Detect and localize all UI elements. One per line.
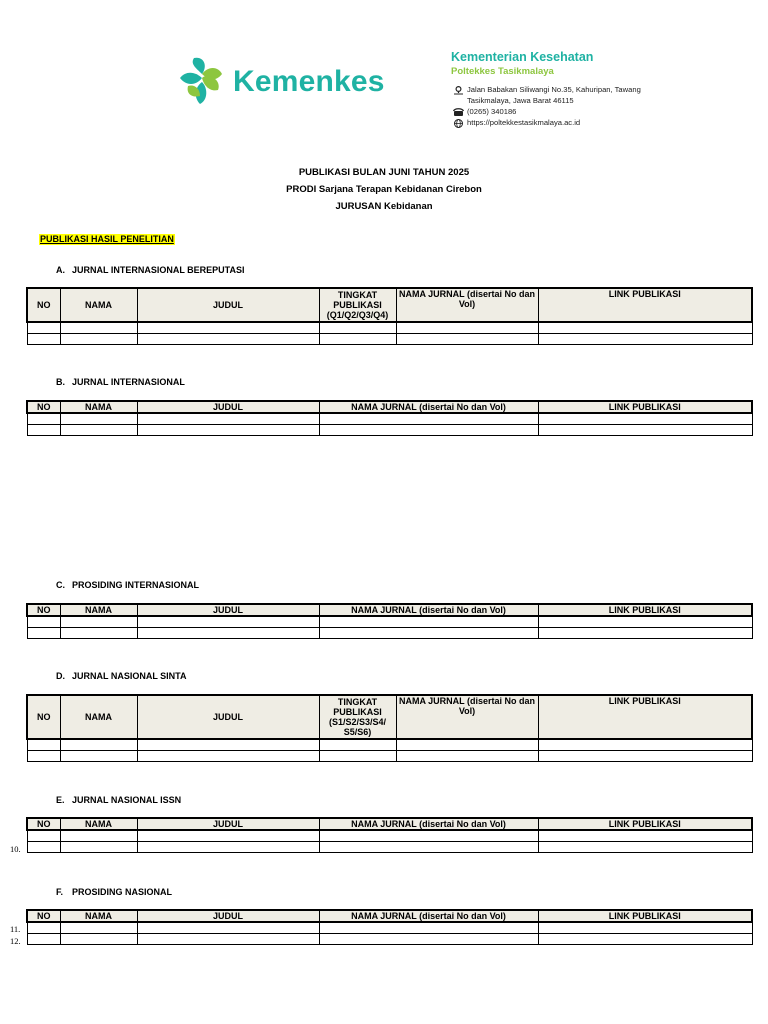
phone-icon — [453, 108, 464, 117]
col-nama: NAMA — [60, 288, 137, 322]
section-main-title: PUBLIKASI HASIL PENELITIAN — [40, 234, 174, 244]
table-row — [27, 628, 752, 639]
website-line — [453, 117, 580, 128]
section-e-title — [56, 795, 181, 806]
institution-subtitle: Poltekkes Tasikmalaya — [451, 66, 554, 77]
section-b-letter: B. — [56, 377, 65, 387]
section-f-label: PROSIDING NASIONAL — [72, 887, 173, 897]
logo-text: Kemenkes — [233, 65, 385, 98]
table-row — [27, 922, 752, 934]
table-row — [27, 334, 752, 345]
col-no: NO — [27, 818, 60, 830]
col-nama: NAMA — [60, 910, 137, 922]
row-number: 10. — [10, 844, 21, 854]
table-row — [27, 322, 752, 334]
row-number: 12. — [10, 936, 21, 946]
heading-line1: PUBLIKASI BULAN JUNI TAHUN 2025 — [298, 167, 470, 178]
table-row — [27, 413, 752, 425]
col-no: NO — [27, 401, 60, 413]
heading-line3: JURUSAN Kebidanan — [335, 201, 433, 212]
table-c — [26, 603, 753, 639]
col-judul: JUDUL — [137, 401, 319, 413]
table-e — [26, 817, 753, 853]
address-line2: Tasikmalaya, Jawa Barat 46115 — [467, 96, 574, 105]
col-nama-jurnal: NAMA JURNAL (disertai No dan Vol) — [396, 288, 538, 322]
col-nama-jurnal: NAMA JURNAL (disertai No dan Vol) — [319, 604, 538, 616]
section-c-title — [56, 580, 199, 591]
col-no: NO — [27, 910, 60, 922]
heading-line2: PRODI Sarjana Terapan Kebidanan Cirebon — [286, 184, 482, 195]
table-b — [26, 400, 753, 436]
col-link: LINK PUBLIKASI — [538, 401, 752, 413]
col-nama-jurnal: NAMA JURNAL (disertai No dan Vol) — [319, 401, 538, 413]
col-link: LINK PUBLIKASI — [538, 818, 752, 830]
col-judul: JUDUL — [137, 695, 319, 739]
section-e-letter: E. — [56, 795, 65, 805]
phone-number: (0265) 340186 — [467, 107, 517, 116]
col-nama: NAMA — [60, 401, 137, 413]
section-f-letter: F. — [56, 887, 64, 897]
col-tingkat: TINGKAT PUBLIKASI (S1/S2/S3/S4/ S5/S6) — [319, 695, 396, 739]
col-tingkat: TINGKAT PUBLIKASI (Q1/Q2/Q3/Q4) — [319, 288, 396, 322]
col-judul: JUDUL — [137, 910, 319, 922]
table-f — [26, 909, 753, 945]
col-link: LINK PUBLIKASI — [538, 695, 752, 739]
col-link: LINK PUBLIKASI — [538, 604, 752, 616]
kemenkes-logo-icon — [178, 56, 226, 106]
location-pin-icon — [453, 86, 464, 95]
section-e-label: JURNAL NASIONAL ISSN — [72, 795, 182, 805]
section-d-label: JURNAL NASIONAL SINTA — [72, 671, 187, 681]
col-link: LINK PUBLIKASI — [538, 910, 752, 922]
table-d — [26, 694, 753, 762]
section-d-letter: D. — [56, 671, 65, 681]
table-row — [27, 739, 752, 751]
globe-icon — [453, 119, 464, 128]
col-link: LINK PUBLIKASI — [538, 288, 752, 322]
table-a — [26, 287, 753, 345]
table-row — [27, 842, 752, 853]
table-row — [27, 751, 752, 762]
section-f-title — [56, 887, 172, 898]
institution-title: Kementerian Kesehatan — [451, 50, 594, 64]
table-row — [27, 830, 752, 842]
col-no: NO — [27, 695, 60, 739]
col-nama-jurnal: NAMA JURNAL (disertai No dan Vol) — [319, 818, 538, 830]
table-row — [27, 425, 752, 436]
section-d-title — [56, 671, 187, 682]
address-line1: Jalan Babakan Siliwangi No.35, Kahuripan, Tawang — [467, 85, 641, 94]
section-a-letter: A. — [56, 265, 65, 275]
phone-line — [453, 106, 516, 117]
section-a-label: JURNAL INTERNASIONAL BEREPUTASI — [72, 265, 245, 275]
col-nama-jurnal: NAMA JURNAL (disertai No dan Vol) — [319, 910, 538, 922]
col-judul: JUDUL — [137, 818, 319, 830]
table-row — [27, 616, 752, 628]
section-c-letter: C. — [56, 580, 65, 590]
section-c-label: PROSIDING INTERNASIONAL — [72, 580, 200, 590]
address-line — [453, 84, 641, 95]
col-judul: JUDUL — [137, 288, 319, 322]
col-nama: NAMA — [60, 695, 137, 739]
col-no: NO — [27, 604, 60, 616]
section-b-title — [56, 377, 185, 388]
row-number: 11. — [10, 924, 21, 934]
section-a-title — [56, 265, 245, 276]
col-nama: NAMA — [60, 818, 137, 830]
section-b-label: JURNAL INTERNASIONAL — [72, 377, 185, 387]
col-nama: NAMA — [60, 604, 137, 616]
col-no: NO — [27, 288, 60, 322]
col-judul: JUDUL — [137, 604, 319, 616]
col-nama-jurnal: NAMA JURNAL (disertai No dan Vol) — [396, 695, 538, 739]
table-row — [27, 934, 752, 945]
website-link[interactable]: https://poltekkestasikmalaya.ac.id — [467, 118, 581, 127]
